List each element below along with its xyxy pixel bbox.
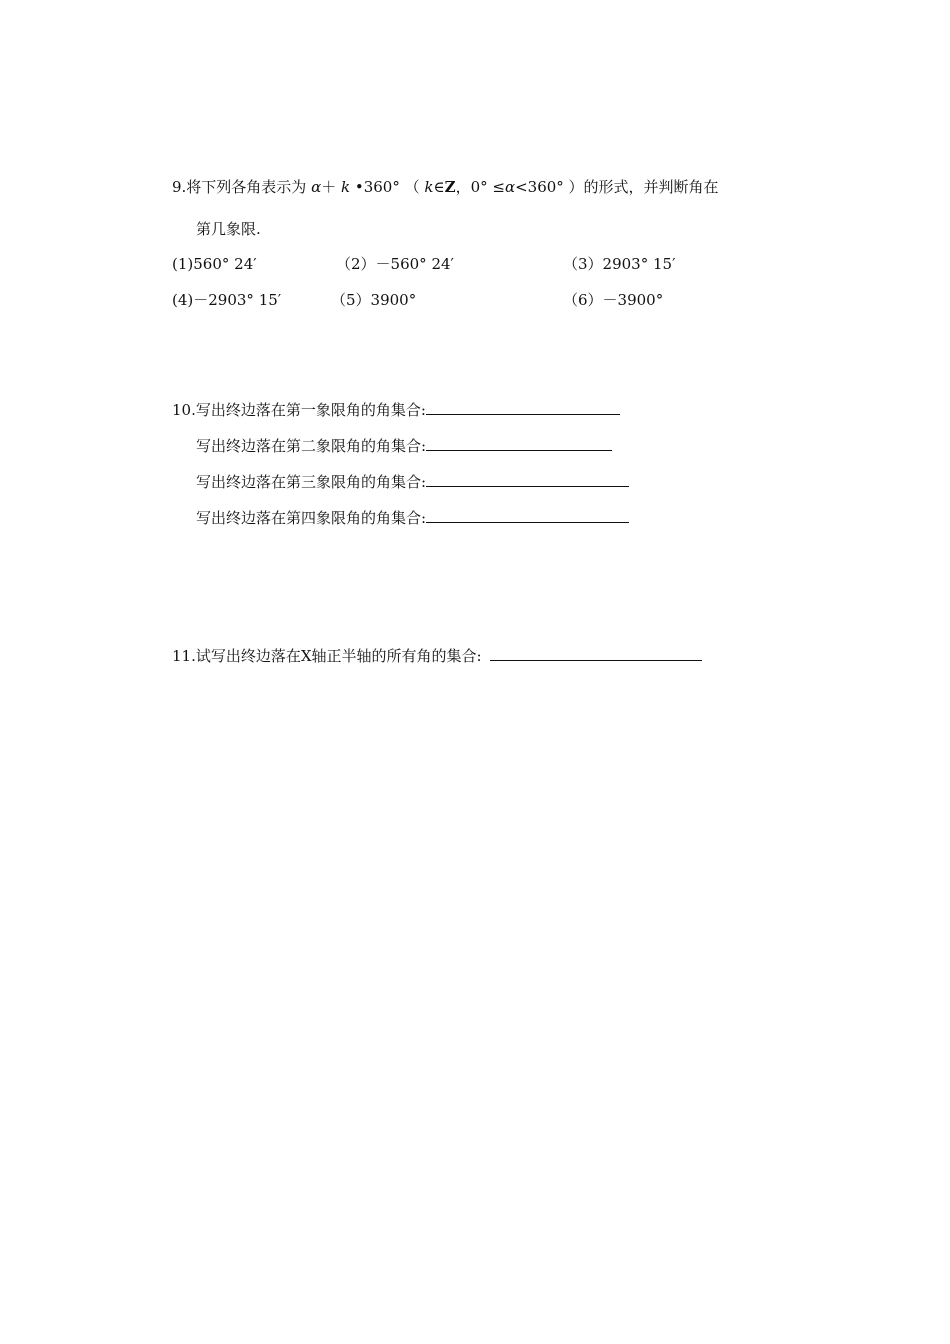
q10-text-4: 写出终边落在第四象限角的角集合: — [196, 509, 427, 527]
answer-blank-3[interactable] — [426, 471, 629, 487]
q10-text-3: 写出终边落在第三象限角的角集合: — [196, 473, 427, 491]
q9-item-1: (1)560° 24′ — [172, 255, 257, 273]
answer-blank-1[interactable] — [426, 399, 620, 415]
q9-alpha2: α — [504, 178, 516, 196]
q10-line-1 — [172, 399, 620, 421]
q10-line-4 — [196, 507, 629, 529]
q9-dot360: •360° （ — [350, 178, 425, 196]
q9-k: k — [341, 178, 351, 196]
q11-line — [172, 645, 702, 667]
q9-item-4: (4)－2903° 15′ — [172, 291, 282, 309]
answer-blank-2[interactable] — [426, 435, 612, 451]
q9-alpha: α — [311, 178, 322, 196]
q9-prefix: 9.将下列各角表示为 — [172, 178, 312, 196]
q11-text: 11.试写出终边落在X轴正半轴的所有角的集合: — [172, 647, 482, 665]
q9-item-2: （2）－560° 24′ — [336, 255, 454, 273]
q10-text-1: 10.写出终边落在第一象限角的角集合: — [172, 401, 426, 419]
answer-blank-4[interactable] — [426, 507, 629, 523]
q9-cond2: <360° ）的形式，并判断角在 — [515, 178, 719, 196]
answer-blank-5[interactable] — [490, 645, 702, 661]
q10-line-2 — [196, 435, 612, 457]
q9-in: ∈ — [433, 178, 445, 196]
q9-Z: Z — [444, 178, 456, 196]
q9-item-3: （3）2903° 15′ — [563, 255, 676, 273]
q9-line1 — [172, 176, 719, 198]
q9-k2: k — [424, 178, 434, 196]
q10-line-3 — [196, 471, 629, 493]
q10-text-2: 写出终边落在第二象限角的角集合: — [196, 437, 427, 455]
q9-plus: ＋ — [321, 178, 342, 196]
q9-item-5: （5）3900° — [331, 291, 417, 309]
q9-cond: ，0° ≤ — [455, 178, 505, 196]
q9-item-6: （6）－3900° — [563, 291, 664, 309]
q9-line2: 第几象限. — [196, 220, 261, 238]
